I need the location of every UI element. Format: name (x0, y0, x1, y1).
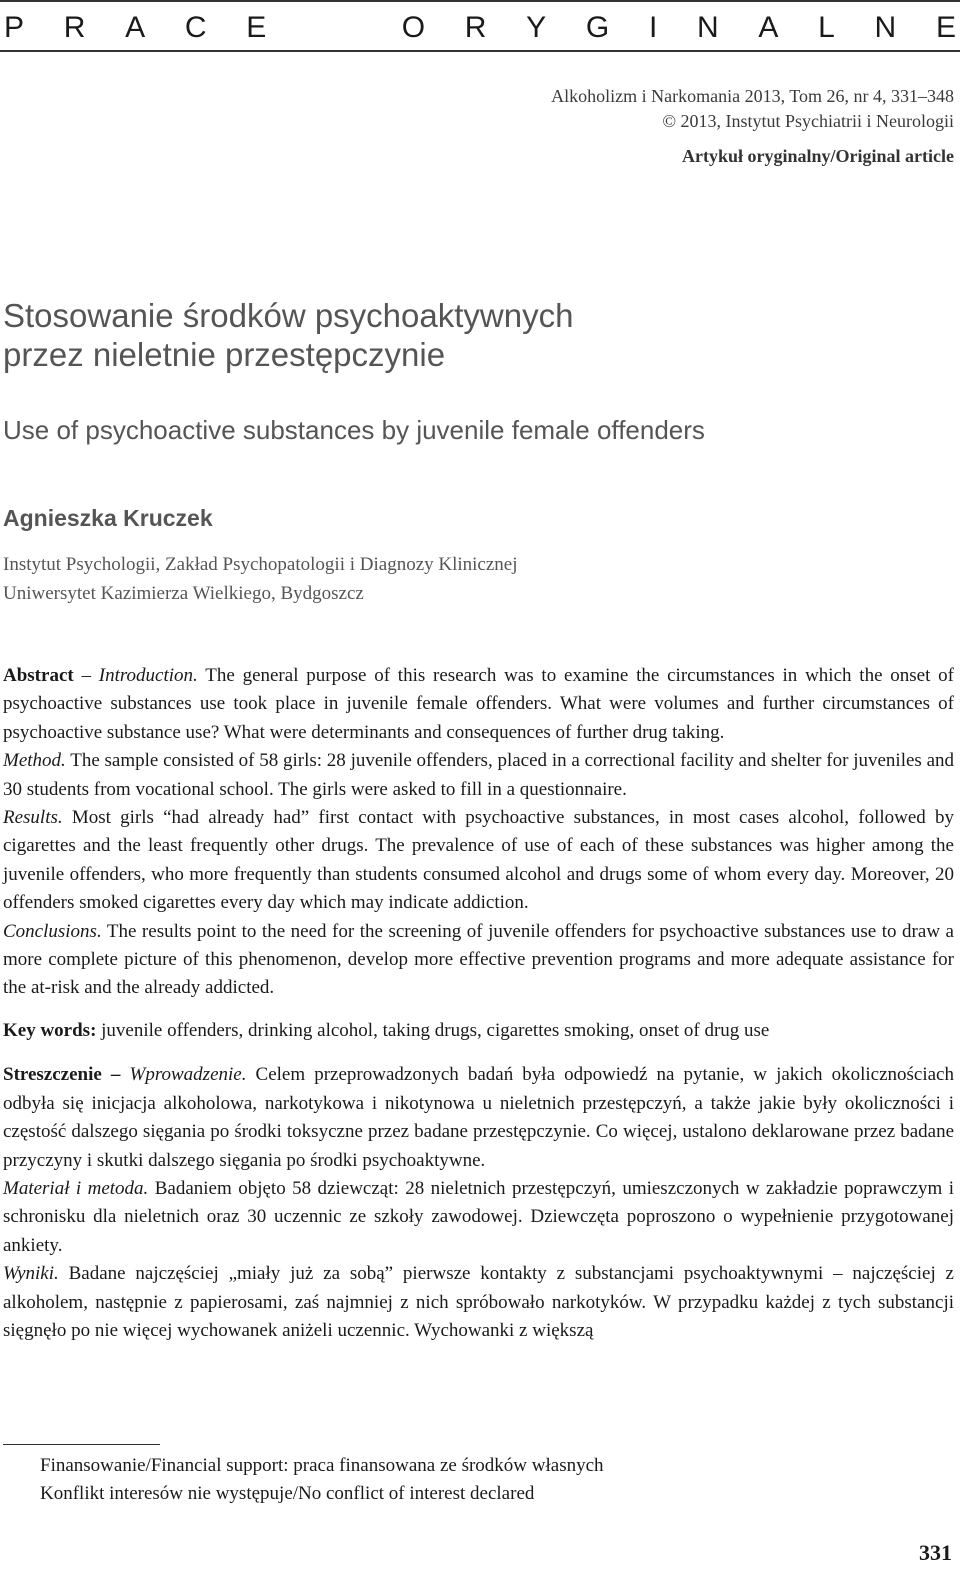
conclusions-label: Conclusions. (3, 920, 102, 942)
header-letter: R (63, 11, 86, 44)
title-line: przez nieletnie przestępczynie (3, 336, 446, 373)
abstract-label: Abstract (3, 665, 74, 686)
affiliation-line: Instytut Psychologii, Zakład Psychopatologii i Diagnozy Klinicznej (3, 554, 518, 575)
streszczenie-label: Streszczenie – (3, 1064, 121, 1086)
abstract-block (3, 662, 954, 1345)
header-letter: O (401, 11, 426, 44)
method-text: The sample consisted of 58 girls: 28 juvenile offenders, placed in a correctional facility and shelter for juveniles and 30 students from vocational school. The girls were asked to fill in a questionnaire. (3, 750, 954, 800)
results-label: Results. (3, 807, 63, 829)
keywords-label: Key words: (3, 1019, 97, 1041)
wprowadzenie-text: Celem przeprowadzonych badań była odpowiedź na pytanie, w jakich okolicznościach odbyła się inicjacja alkoholowa, narkotykowa i nikotynowa u nieletnich przestępczyń, a także jakie były okoliczności i częstość dalszego sięgania po środki toksyczne przez badane przestępczynie. Co więcej, ustalono deklarowane przez badane przyczyny i skutki dalszego sięgania po środki psychoaktywne. (3, 1064, 954, 1171)
keywords-text: juvenile offenders, drinking alcohol, taking drugs, cigarettes smoking, onset of drug use (96, 1019, 770, 1041)
abstract-en-method (3, 747, 954, 804)
article-subtitle: Use of psychoactive substances by juvenile female offenders (3, 415, 705, 445)
author-name: Agnieszka Kruczek (3, 505, 213, 531)
abstract-dash: – (73, 665, 99, 686)
article-type: Artykuł oryginalny/Original article (682, 146, 954, 166)
funding-note: Finansowanie/Financial support: praca finansowana ze środków własnych (40, 1455, 604, 1476)
footnotes (40, 1452, 604, 1508)
header-letter: N (874, 11, 897, 44)
affiliation-line: Uniwersytet Kazimierza Wielkiego, Bydgoszcz (3, 583, 364, 604)
header-letter: L (818, 11, 835, 44)
intro-label: Introduction. (98, 665, 198, 686)
section-header (0, 0, 960, 52)
header-letter: E (935, 11, 956, 44)
journal-citation: Alkoholizm i Narkomania 2013, Tom 26, nr 4, 331–348 (551, 86, 954, 106)
abstract-en-results (3, 804, 954, 918)
article-title (3, 296, 943, 374)
title-line: Stosowanie środków psychoaktywnych (3, 297, 574, 334)
intro-text: The general purpose of this research was to examine the circumstances in which the onset of psychoactive substances use took place in juvenile female offenders. What were volumes and further circumstances of psychoactive substance use? What were determinants and consequences of further drug taking. (3, 665, 954, 743)
method-label: Method. (3, 750, 66, 772)
header-letter: R (464, 11, 487, 44)
keywords (3, 1017, 954, 1045)
results-text: Most girls “had already had” first contact with psychoactive substances, in most cases alcohol, followed by cigarettes and the least frequently other drugs. The prevalence of use of each of these substances was higher among the juvenile offenders, who more frequently than students consumed alcohol and drugs some of whom every day. Moreover, 20 offenders smoked cigarettes every day which may indicate addiction. (3, 807, 954, 914)
footnote-rule (3, 1444, 160, 1445)
author-affiliation (3, 550, 518, 608)
header-letter: A (125, 11, 146, 44)
abstract-en-intro (3, 662, 954, 747)
journal-copyright: © 2013, Instytut Psychiatrii i Neurologii (662, 111, 954, 131)
metoda-text: Badaniem objęto 58 dziewcząt: 28 nieletnich przestępczyń, umieszczonych w zakładzie poprawczym i schronisku dla nieletnich oraz 30 uczennic ze szkoły zawodowej. Dziewczęta poproszono o wypełnienie przygotowanej ankiety. (3, 1177, 954, 1256)
header-letter: E (246, 11, 267, 44)
header-letter: C (184, 11, 207, 44)
wyniki-label: Wyniki. (3, 1263, 59, 1285)
metoda-label: Materiał i metoda. (3, 1177, 149, 1199)
wprowadzenie-label: Wprowadzenie. (120, 1064, 247, 1086)
conflict-note: Konflikt interesów nie występuje/No conflict of interest declared (40, 1483, 535, 1504)
header-letter: I (648, 11, 658, 44)
abstract-pl-intro (3, 1061, 954, 1175)
conclusions-text: The results point to the need for the screening of juvenile offenders for psychoactive substances use to draw a more complete picture of this phenomenon, develop more effective prevention programs and more adequate assistance for the at-risk and the already addicted. (3, 920, 954, 999)
header-letter: A (758, 11, 779, 44)
wyniki-text: Badane najczęściej „miały już za sobą” pierwsze kontakty z substancjami psychoaktywnymi – najczęściej z alkoholem, następnie z papierosami, zaś najmniej z nich spróbowało narkotyków. W przypadku każdej z tych substancji sięgnęło po nie więcej wychowanek aniżeli uczennic. Wychowanki z większą (3, 1263, 954, 1341)
header-letter: P (4, 11, 25, 44)
header-letter: G (585, 11, 610, 44)
header-letter: Y (526, 11, 547, 44)
header-word-gap (306, 11, 362, 45)
header-letter: N (697, 11, 719, 44)
abstract-pl-method (3, 1175, 954, 1260)
abstract-en-conclusions (3, 918, 954, 1003)
abstract-pl-results (3, 1260, 954, 1345)
page-number: 331 (919, 1540, 952, 1565)
section-label (4, 11, 956, 45)
journal-info (551, 84, 954, 169)
